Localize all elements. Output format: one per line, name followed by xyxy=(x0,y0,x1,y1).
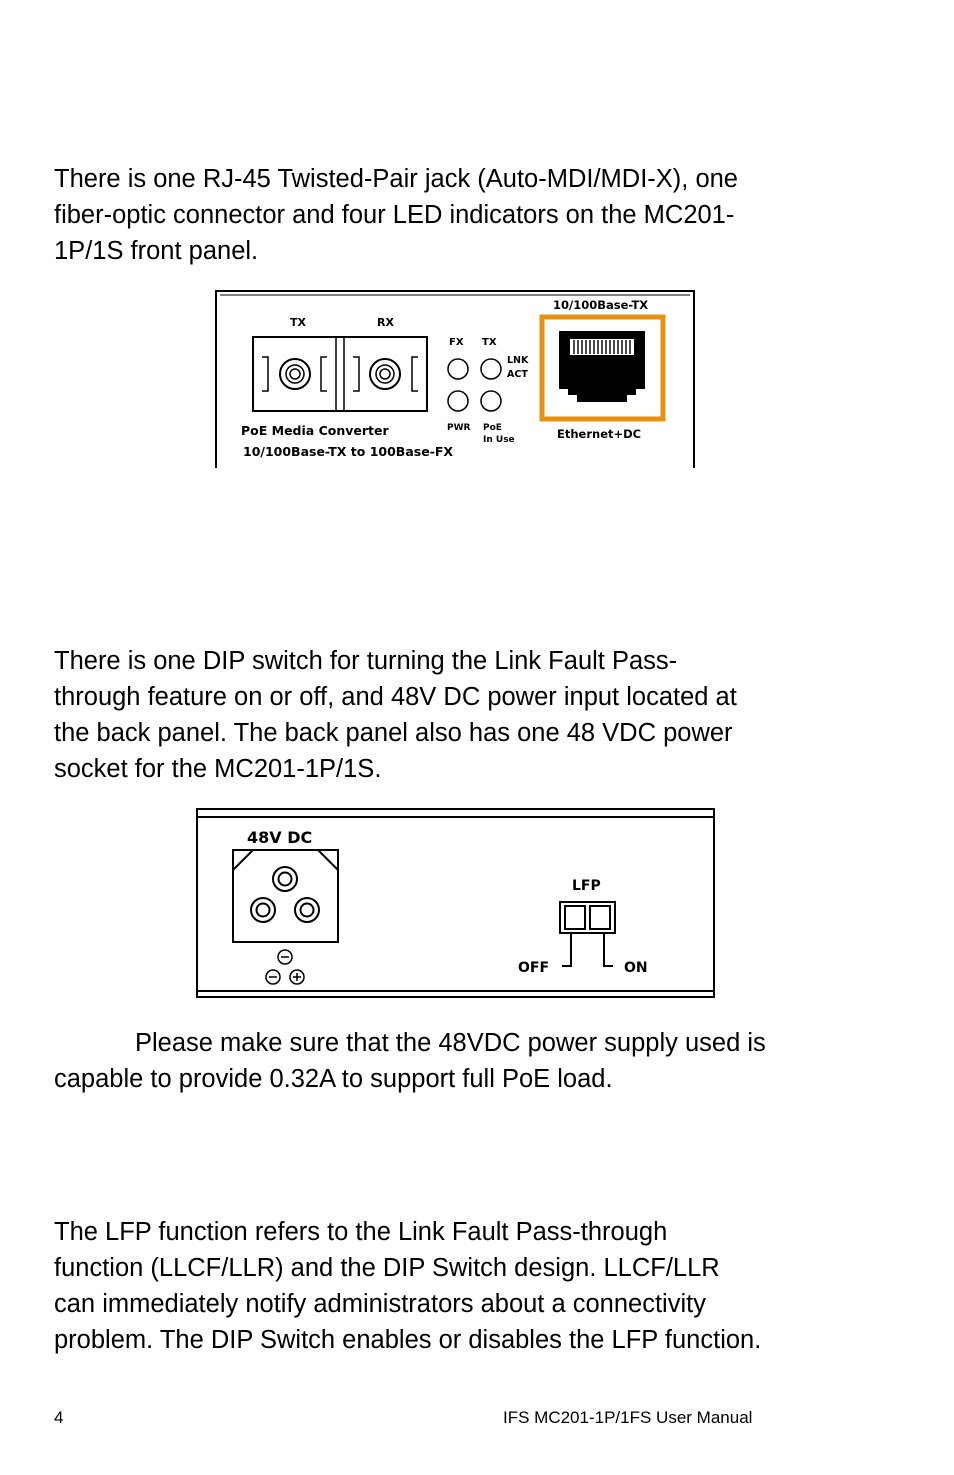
pwr-led xyxy=(448,391,468,411)
text-line: There is one RJ-45 Twisted-Pair jack (Auto-MDI/MDI-X), one xyxy=(54,165,738,193)
back-panel-diagram xyxy=(193,805,718,1005)
model-title: PoE Media Converter xyxy=(241,423,389,438)
fiber-connector xyxy=(253,337,427,411)
in-use-label: In Use xyxy=(483,435,515,445)
port-label: Ethernet+DC xyxy=(557,427,642,441)
manual-title: IFS MC201-1P/1FS User Manual xyxy=(503,1408,753,1427)
text-line: capable to provide 0.32A to support full PoE load. xyxy=(54,1065,613,1093)
text-line: socket for the MC201-1P/1S. xyxy=(54,755,382,783)
tx-led-label: TX xyxy=(482,337,497,348)
lfp-dip-switch[interactable] xyxy=(560,902,615,966)
text-line: Please make sure that the 48VDC power supply used is xyxy=(135,1029,766,1057)
text-line: function (LLCF/LLR) and the DIP Switch design. LLCF/LLR xyxy=(54,1254,720,1282)
text-line: problem. The DIP Switch enables or disables the LFP function. xyxy=(54,1326,762,1354)
power-socket xyxy=(233,850,338,942)
power-note xyxy=(54,1025,766,1097)
text-line: 1P/1S front panel. xyxy=(54,237,259,265)
front-panel-description xyxy=(54,161,738,269)
lfp-label: LFP xyxy=(572,878,601,894)
polarity-symbol xyxy=(266,950,304,984)
act-label: ACT xyxy=(507,369,528,380)
text-line: the back panel. The back panel also has one 48 VDC power xyxy=(54,719,733,747)
text-line: The LFP function refers to the Link Fault Pass-through xyxy=(54,1218,668,1246)
page-number: 4 xyxy=(54,1408,64,1427)
poe-led-label: PoE xyxy=(483,423,502,433)
tx-led xyxy=(481,359,501,379)
lnk-label: LNK xyxy=(507,355,529,366)
front-panel-diagram xyxy=(210,285,700,470)
text-line: can immediately notify administrators about a connectivity xyxy=(54,1290,706,1318)
text-line: There is one DIP switch for turning the Link Fault Pass- xyxy=(54,647,678,675)
on-label: ON xyxy=(624,960,648,976)
model-subtitle: 10/100Base-TX to 100Base-FX xyxy=(243,444,454,459)
text-line: fiber-optic connector and four LED indicators on the MC201- xyxy=(54,201,735,229)
port-title: 10/100Base-TX xyxy=(553,298,649,312)
lfp-description xyxy=(54,1214,761,1358)
fx-led-label: FX xyxy=(449,337,464,348)
pwr-led-label: PWR xyxy=(447,423,471,433)
rj45-port xyxy=(559,331,645,402)
power-label: 48V DC xyxy=(247,828,313,847)
text-line: through feature on or off, and 48V DC power input located at xyxy=(54,683,737,711)
tx-label: TX xyxy=(290,316,306,329)
off-label: OFF xyxy=(518,960,550,976)
fx-led xyxy=(448,359,468,379)
rx-label: RX xyxy=(377,316,394,329)
back-panel-description xyxy=(54,643,737,787)
poe-led xyxy=(481,391,501,411)
